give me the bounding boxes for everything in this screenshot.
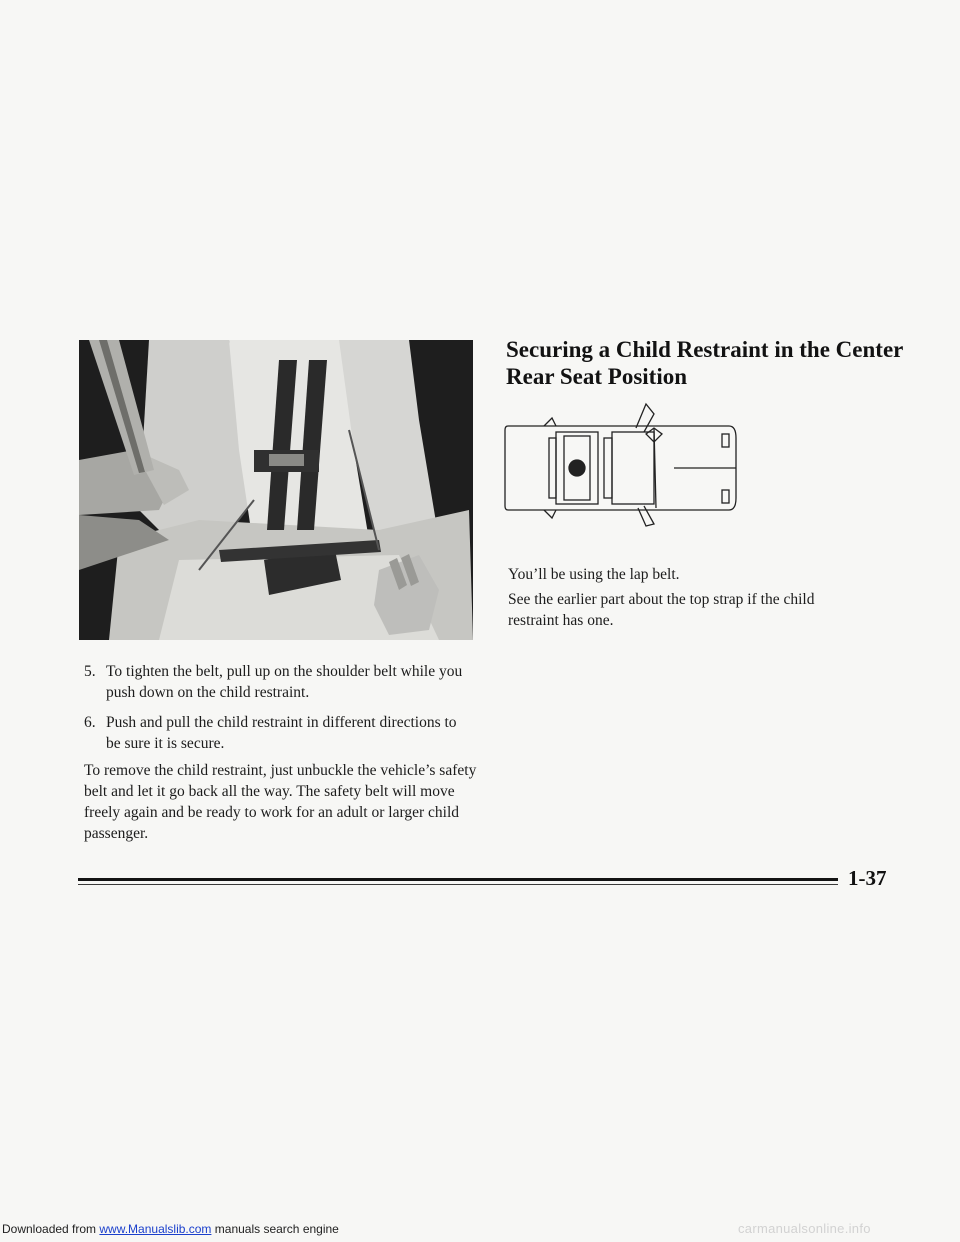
step-5-number: 5. [84, 663, 96, 680]
step-5 [84, 661, 484, 703]
step-5-text: To tighten the belt, pull up on the shoulder belt while you push down on the child restraint. [106, 663, 463, 701]
lap-belt-text: You’ll be using the lap belt. [508, 566, 680, 583]
footer-rule-thin [78, 884, 838, 885]
watermark: carmanualsonline.info [738, 1221, 871, 1236]
download-suffix: manuals search engine [211, 1222, 339, 1236]
page-number: 1-37 [848, 866, 887, 890]
step-6-text: Push and pull the child restraint in different directions to be sure it is secure. [106, 714, 457, 752]
remove-restraint-paragraph: To remove the child restraint, just unbuckle the vehicle’s safety belt and let it go back all the way. The safety belt will move freely again and be ready to work for an adult or larger child passenger. [84, 762, 477, 842]
footer-rule [78, 878, 838, 881]
top-strap-text: See the earlier part about the top strap if the child restraint has one. [508, 591, 815, 629]
step-6 [84, 712, 464, 754]
download-prefix: Downloaded from [2, 1222, 100, 1236]
download-banner [2, 1222, 339, 1236]
child-restraint-photo [79, 340, 473, 640]
section-heading: Securing a Child Restraint in the Center Rear Seat Position [506, 337, 903, 389]
step-6-number: 6. [84, 714, 96, 731]
vehicle-top-view-diagram [504, 398, 744, 530]
manualslib-link[interactable]: www.Manualslib.com [99, 1222, 212, 1236]
